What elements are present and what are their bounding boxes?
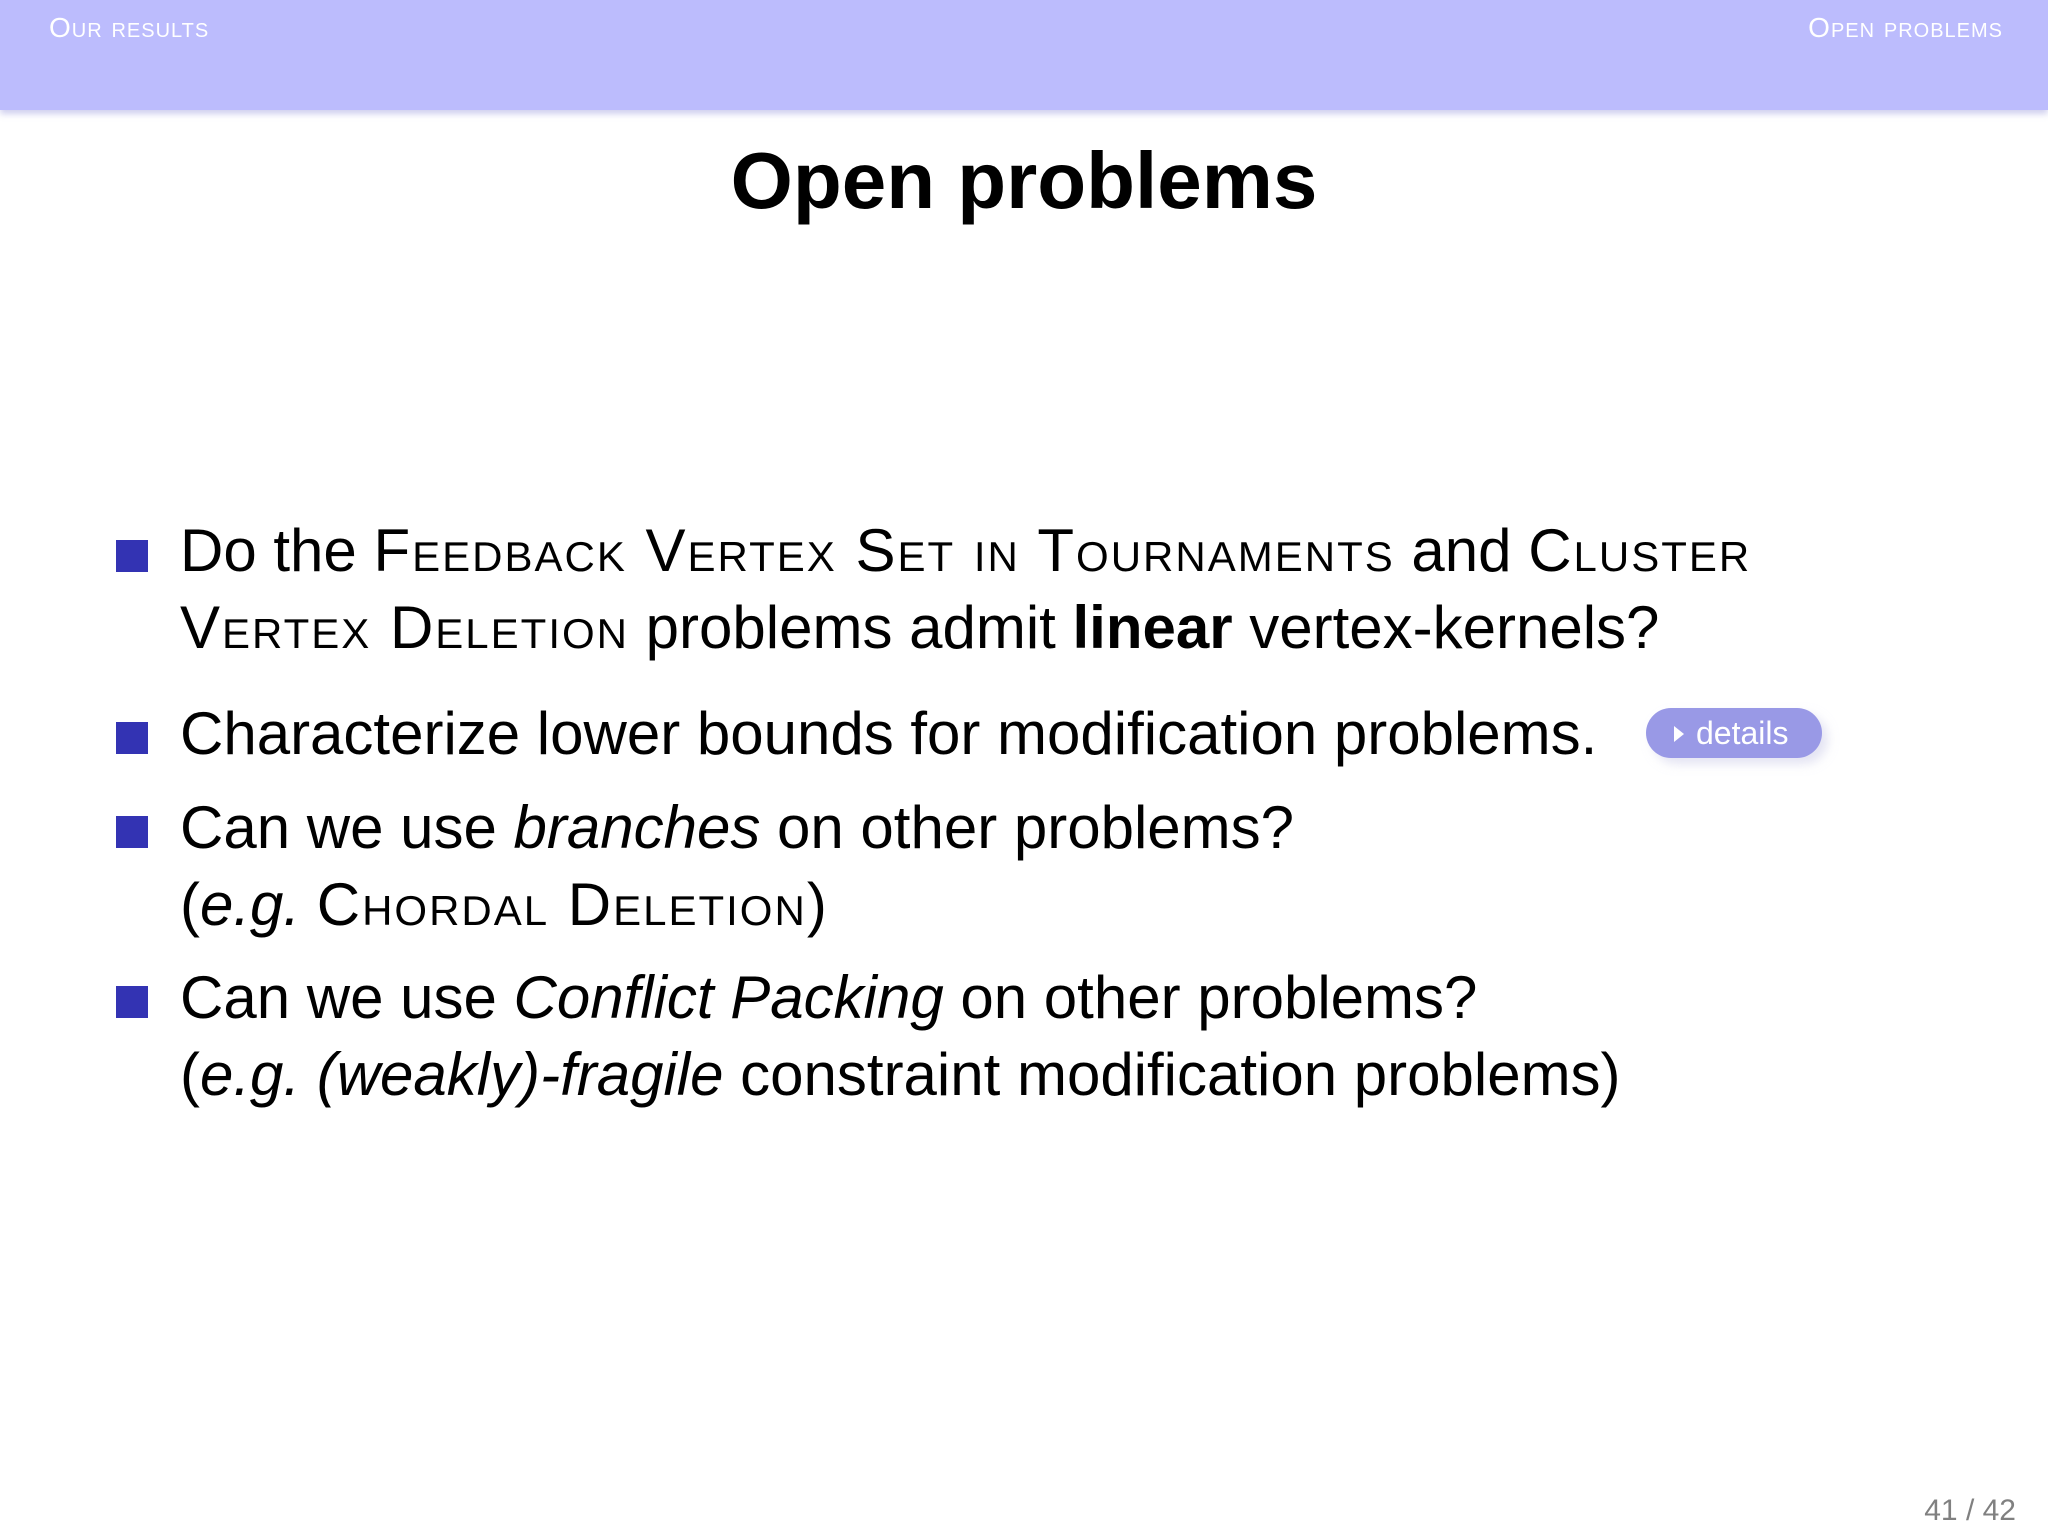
page-number: 41 / 42 [1924,1494,2016,1527]
triangle-right-icon [1674,726,1684,742]
item-2-line-1: Characterize lower bounds for modification problems. [180,700,1598,767]
bullet-square-icon [116,540,148,572]
bullet-square-icon [116,722,148,754]
nav-section-open-problems[interactable]: Open problems [1808,12,2003,43]
nav-section-our-results[interactable]: Our results [49,12,210,43]
bullet-square-icon [116,986,148,1018]
details-button[interactable] [1646,708,1822,758]
details-button-label: details [1696,715,1789,751]
item-4-line-1: Can we use Conflict Packing on other problems? [180,964,1478,1031]
item-3-line-2: (e.g. Chordal Deletion) [180,871,827,938]
item-1-line-1: Do the Feedback Vertex Set in Tournaments and Cluster [180,517,1752,584]
item-3-line-1: Can we use branches on other problems? [180,794,1294,861]
bullet-square-icon [116,816,148,848]
item-1-line-2: Vertex Deletion problems admit linear vertex-kernels? [180,594,1660,661]
item-4-line-2: (e.g. (weakly)-fragile constraint modification problems) [180,1041,1621,1108]
slide-title: Open problems [730,136,1318,225]
